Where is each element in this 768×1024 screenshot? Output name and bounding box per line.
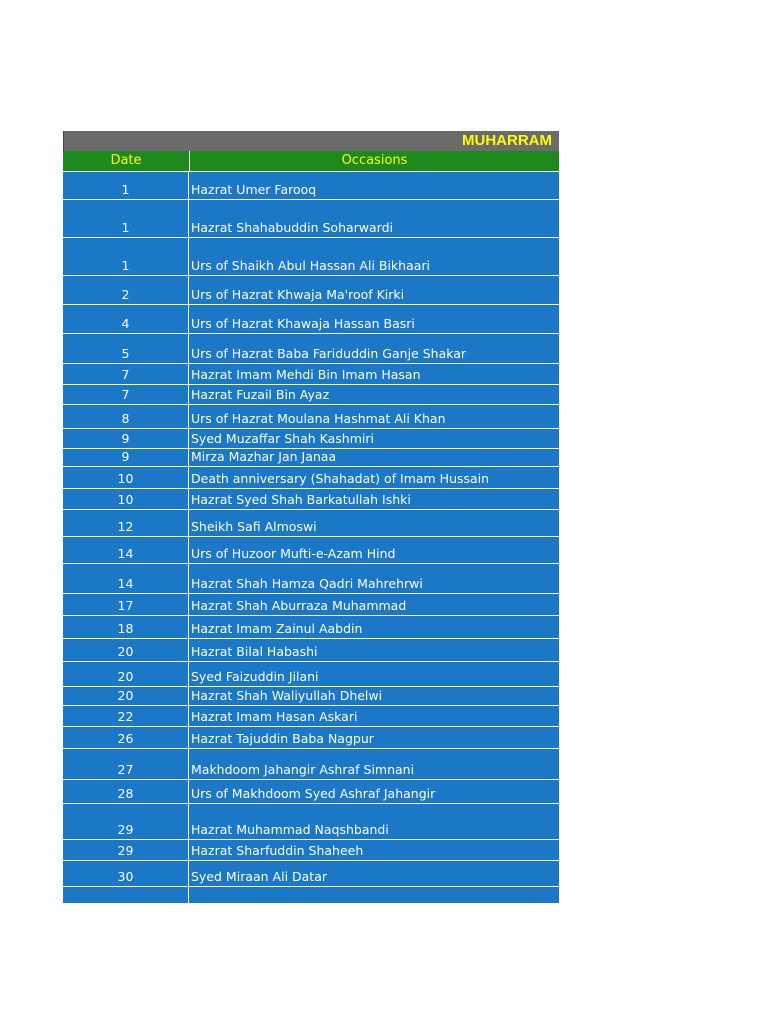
occasion-cell: Urs of Hazrat Baba Fariduddin Ganje Shakar [191,346,467,361]
date-cell: 1 [63,238,189,275]
occasions-column-header: Occasions [341,153,408,168]
date-cell: 28 [63,780,189,803]
title-bar [63,131,559,151]
table-row [63,510,559,537]
table-row [63,861,559,887]
date-cell: 9 [63,449,189,466]
table-row [63,564,559,594]
date-cell: 22 [63,706,189,726]
date-cell: 12 [63,510,189,536]
table-title: MUHARRAM [462,132,552,149]
date-cell: 7 [63,385,189,404]
date-cell: 10 [63,489,189,509]
table-row [63,537,559,564]
date-cell: 9 [63,429,189,448]
table-row [63,727,559,749]
table-row [63,276,559,305]
occasion-cell: Hazrat Muhammad Naqshbandi [191,822,389,837]
date-cell: 27 [63,749,189,779]
table-row [63,840,559,861]
date-cell: 30 [63,861,189,886]
date-cell: 17 [63,594,189,615]
table-row [63,887,559,904]
occasion-cell: Hazrat Syed Shah Barkatullah Ishki [191,492,411,507]
table-body [63,172,559,904]
occasion-cell: Makhdoom Jahangir Ashraf Simnani [191,762,415,777]
date-cell: 7 [63,364,189,384]
occasion-cell: Hazrat Shah Waliyullah Dhelwi [191,688,383,703]
table-row [63,449,559,467]
occasion-cell: Urs of Hazrat Moulana Hashmat Ali Khan [191,411,446,426]
table-row [63,804,559,840]
date-cell: 14 [63,564,189,593]
table-row [63,749,559,780]
occasion-cell: Hazrat Umer Farooq [191,182,317,197]
date-cell: 10 [63,467,189,488]
occasion-cell: Hazrat Sharfuddin Shaheeh [191,843,364,858]
date-cell [63,887,189,903]
occasion-cell: Hazrat Imam Zainul Aabdin [191,621,363,636]
table-row [63,429,559,449]
table-row [63,305,559,334]
occasion-cell [189,887,559,903]
occasion-cell: Hazrat Shahabuddin Soharwardi [191,220,394,235]
date-cell: 20 [63,639,189,661]
occasion-cell: Urs of Huzoor Mufti-e-Azam Hind [191,546,396,561]
table-row [63,489,559,510]
table-row [63,780,559,804]
table-row [63,687,559,706]
table-row [63,639,559,662]
occasion-cell: Syed Muzaffar Shah Kashmiri [191,431,374,446]
date-cell: 1 [63,172,189,199]
date-cell: 29 [63,804,189,839]
date-cell: 5 [63,334,189,363]
occasion-cell: Urs of Hazrat Khwaja Ma'roof Kirki [191,287,405,302]
date-cell: 4 [63,305,189,333]
date-cell: 20 [63,687,189,705]
table-row [63,616,559,639]
occasion-cell: Hazrat Bilal Habashi [191,644,318,659]
date-cell: 1 [63,200,189,237]
date-cell: 20 [63,662,189,686]
occasion-cell: Syed Faizuddin Jilani [191,669,319,684]
table-row [63,706,559,727]
occasion-cell: Hazrat Tajuddin Baba Nagpur [191,731,374,746]
occasion-cell: Urs of Hazrat Khawaja Hassan Basri [191,316,415,331]
date-column-header: Date [63,151,190,171]
occasion-cell: Hazrat Shah Aburraza Muhammad [191,598,407,613]
occasion-cell: Hazrat Imam Mehdi Bin Imam Hasan [191,367,421,382]
table-row [63,385,559,405]
date-cell: 18 [63,616,189,638]
occasion-cell: Hazrat Fuzail Bin Ayaz [191,387,330,402]
date-cell: 26 [63,727,189,748]
table-row [63,467,559,489]
table-row [63,334,559,364]
table-row [63,200,559,238]
occasion-cell: Hazrat Shah Hamza Qadri Mahrehrwi [191,576,423,591]
table-row [63,172,559,200]
occasion-cell: Mirza Mazhar Jan Janaa [191,449,337,464]
header-row [63,151,559,172]
date-cell: 8 [63,405,189,428]
table-row [63,238,559,276]
table-row [63,364,559,385]
occasion-cell: Death anniversary (Shahadat) of Imam Hussain [191,471,490,486]
occasion-cell: Urs of Shaikh Abul Hassan Ali Bikhaari [191,258,431,273]
occasion-cell: Syed Miraan Ali Datar [191,869,327,884]
occasion-cell: Sheikh Safi Almoswi [191,519,317,534]
date-cell: 14 [63,537,189,563]
date-cell: 2 [63,276,189,304]
table-row [63,594,559,616]
occasion-cell: Urs of Makhdoom Syed Ashraf Jahangir [191,786,436,801]
table-row [63,662,559,687]
table-row [63,405,559,429]
occasion-cell: Hazrat Imam Hasan Askari [191,709,358,724]
muharram-table [63,131,559,904]
date-cell: 29 [63,840,189,860]
